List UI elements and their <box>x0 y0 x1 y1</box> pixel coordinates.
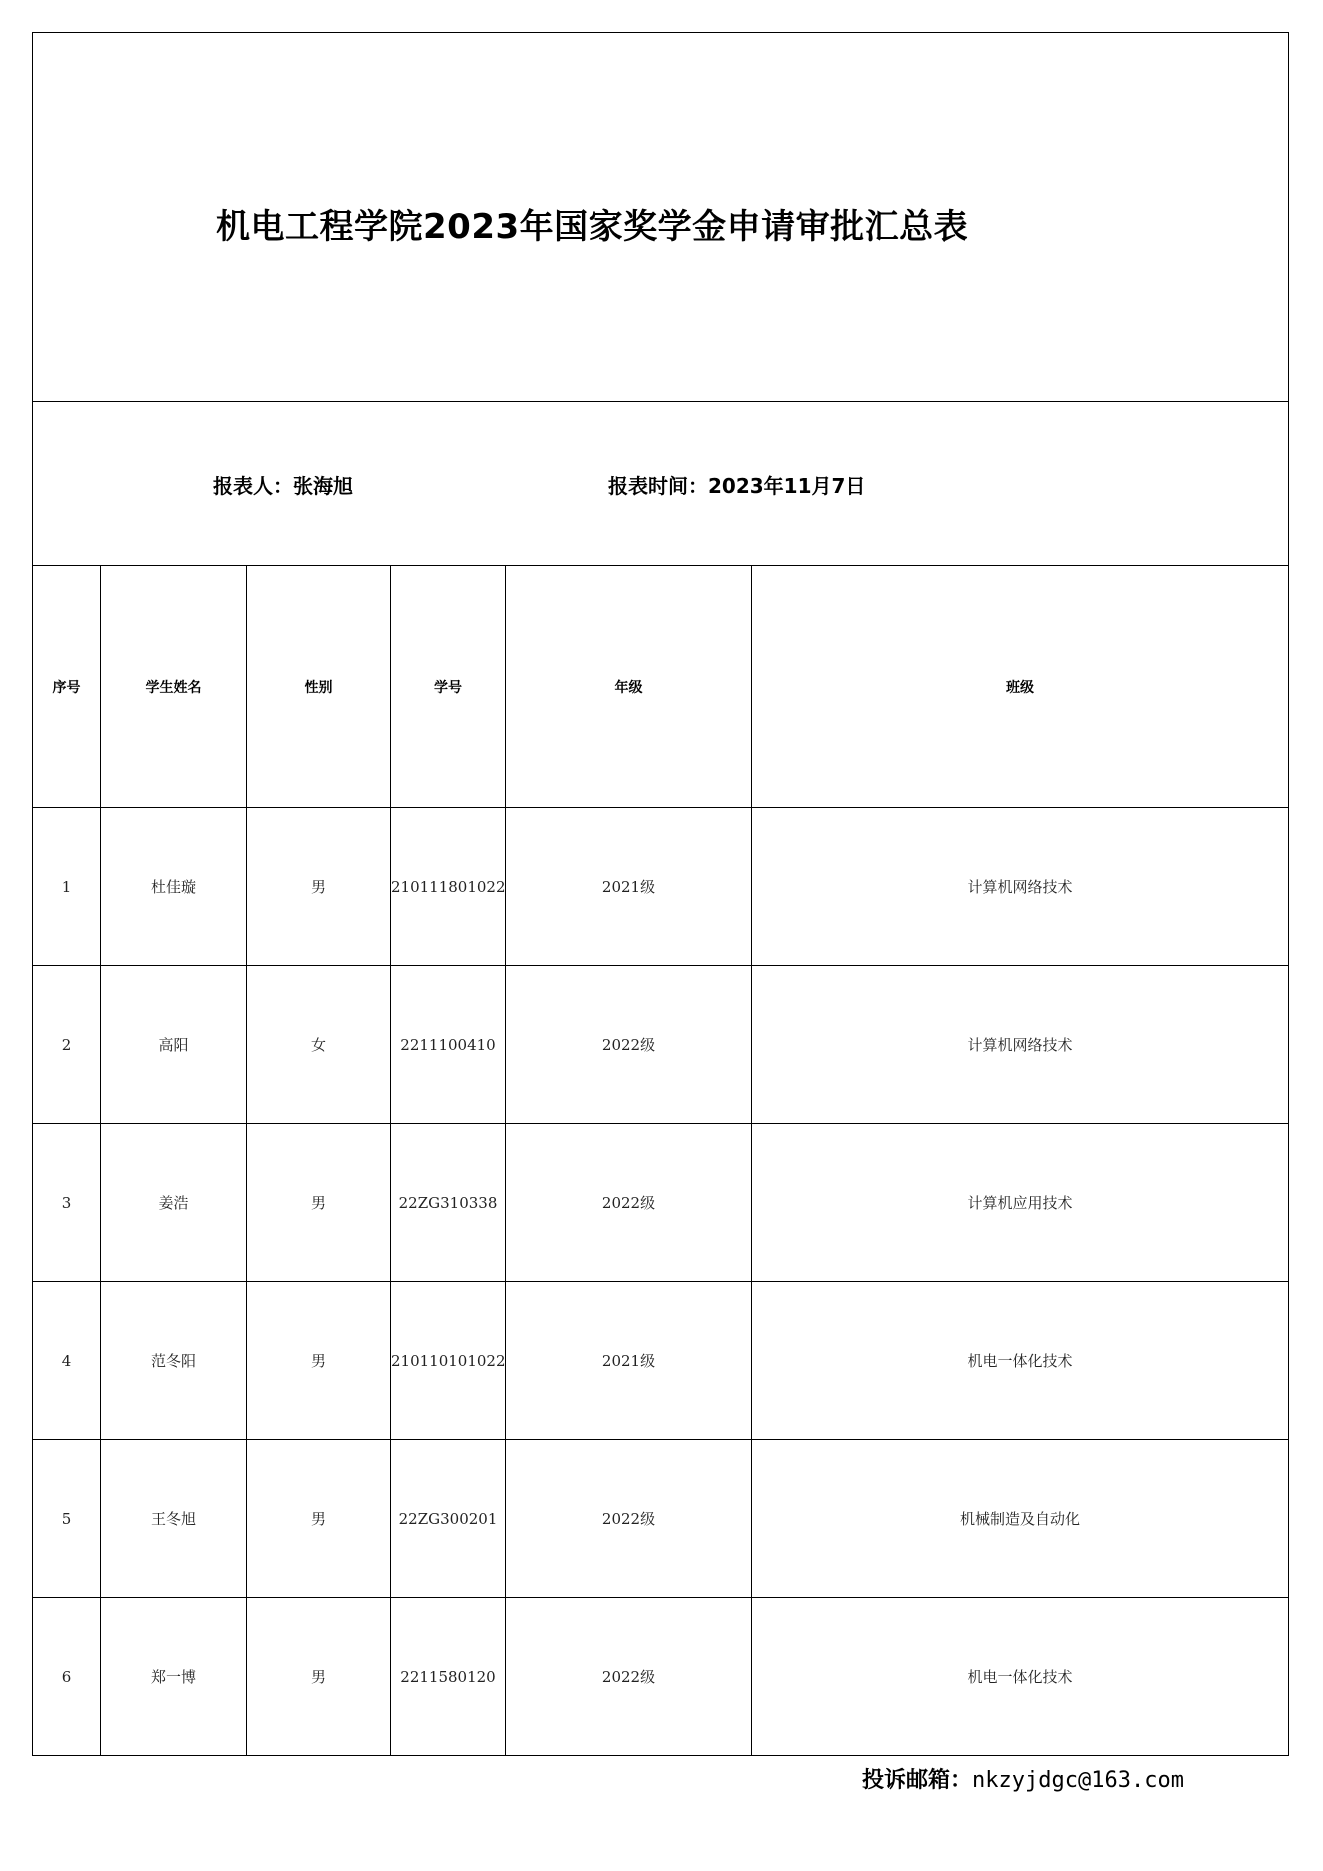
cell-gender: 男 <box>247 1282 391 1440</box>
column-header-no: 序号 <box>33 566 101 808</box>
table-row <box>33 1124 1289 1282</box>
cell-id: 210111801022 <box>391 808 506 966</box>
cell-id: 210110101022 <box>391 1282 506 1440</box>
cell-grade: 2021级 <box>506 1282 752 1440</box>
cell-name: 郑一博 <box>101 1598 247 1756</box>
cell-grade: 2022级 <box>506 1124 752 1282</box>
cell-class: 计算机网络技术 <box>752 966 1289 1124</box>
cell-gender: 男 <box>247 1598 391 1756</box>
cell-grade: 2022级 <box>506 1440 752 1598</box>
reporter-cell <box>33 402 1289 566</box>
cell-id: 2211100410 <box>391 966 506 1124</box>
table-header-row <box>33 566 1289 808</box>
cell-gender: 男 <box>247 1124 391 1282</box>
cell-name: 高阳 <box>101 966 247 1124</box>
cell-grade: 2021级 <box>506 808 752 966</box>
column-header-name: 学生姓名 <box>101 566 247 808</box>
cell-name: 杜佳璇 <box>101 808 247 966</box>
cell-no: 3 <box>33 1124 101 1282</box>
table-row <box>33 1282 1289 1440</box>
table-row <box>33 966 1289 1124</box>
cell-gender: 男 <box>247 808 391 966</box>
reporter-label: 报表人：张海旭 <box>213 474 353 498</box>
cell-name: 姜浩 <box>101 1124 247 1282</box>
complaint-email[interactable]: nkzyjdgc@163.com <box>972 1768 1184 1793</box>
column-header-grade: 年级 <box>506 566 752 808</box>
report-time-label: 报表时间：2023年11月7日 <box>608 474 866 498</box>
column-header-class: 班级 <box>752 566 1289 808</box>
column-header-gender: 性别 <box>247 566 391 808</box>
table-row <box>33 1440 1289 1598</box>
cell-grade: 2022级 <box>506 966 752 1124</box>
cell-no: 1 <box>33 808 101 966</box>
cell-gender: 女 <box>247 966 391 1124</box>
cell-class: 机电一体化技术 <box>752 1598 1289 1756</box>
cell-no: 5 <box>33 1440 101 1598</box>
cell-name: 范冬阳 <box>101 1282 247 1440</box>
cell-id: 22ZG300201 <box>391 1440 506 1598</box>
table-row <box>33 1598 1289 1756</box>
cell-grade: 2022级 <box>506 1598 752 1756</box>
title-cell <box>33 33 1289 402</box>
cell-class: 机械制造及自动化 <box>752 1440 1289 1598</box>
column-header-id: 学号 <box>391 566 506 808</box>
cell-no: 2 <box>33 966 101 1124</box>
cell-no: 6 <box>33 1598 101 1756</box>
cell-class: 机电一体化技术 <box>752 1282 1289 1440</box>
table-row <box>33 808 1289 966</box>
approval-summary-table <box>32 32 1289 1756</box>
cell-gender: 男 <box>247 1440 391 1598</box>
cell-class: 计算机网络技术 <box>752 808 1289 966</box>
cell-id: 2211580120 <box>391 1598 506 1756</box>
cell-id: 22ZG310338 <box>391 1124 506 1282</box>
cell-name: 王冬旭 <box>101 1440 247 1598</box>
complaint-label: 投诉邮箱： <box>862 1768 973 1793</box>
cell-no: 4 <box>33 1282 101 1440</box>
complaint-email-line <box>862 1763 1184 1794</box>
cell-class: 计算机应用技术 <box>752 1124 1289 1282</box>
page-title: 机电工程学院2023年国家奖学金申请审批汇总表 <box>216 207 969 247</box>
